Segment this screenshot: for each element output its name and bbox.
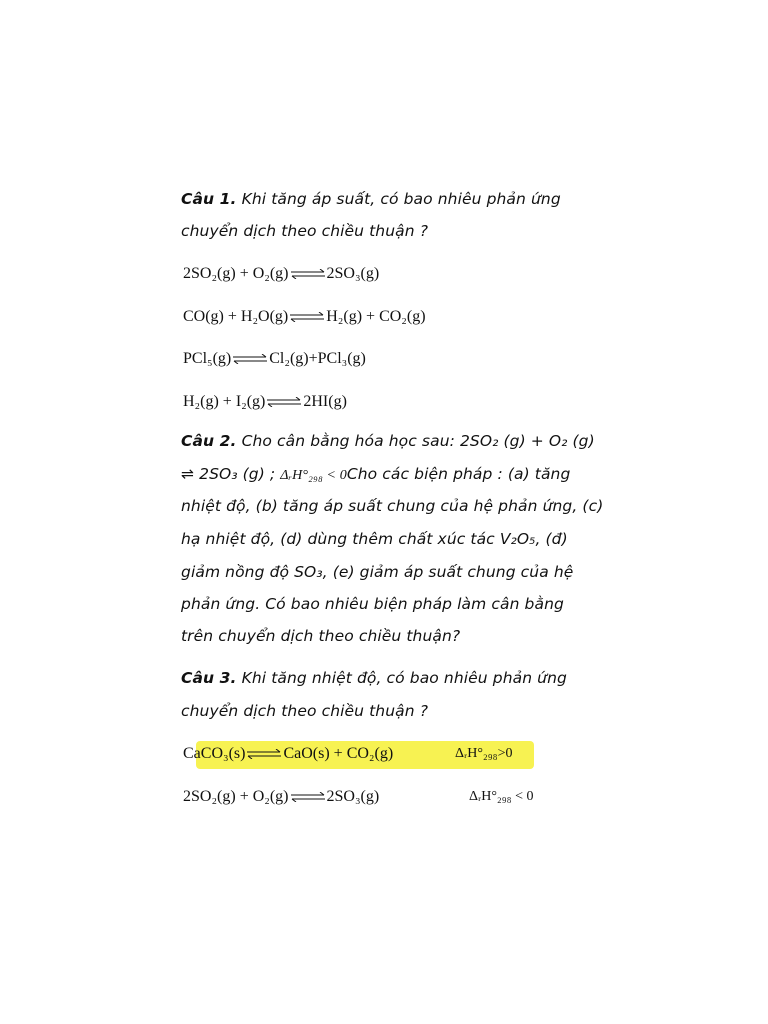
q2-line-5: giảm nồng độ SO₃, (e) giảm áp suất chung của hệ	[181, 563, 574, 581]
q3-label: Câu 3.	[181, 669, 237, 687]
q1-equation-4	[183, 393, 347, 411]
q2-line-2	[181, 465, 570, 484]
equation-products: 2SO₃(g)	[326, 265, 380, 282]
equation-products: Cl₂(g)+PCl₃(g)	[269, 350, 366, 367]
equation-reactants: 2SO₂(g) + O₂(g)	[183, 265, 289, 282]
q2-text-1: Cho cân bằng hóa học sau: 2SO₂ (g) + O₂ (g)	[236, 432, 595, 450]
q1-equation-1	[183, 265, 379, 283]
equilibrium-arrow-icon	[246, 749, 282, 759]
q2-line-4: hạ nhiệt độ, (d) dùng thêm chất xúc tác V₂O₅, (đ)	[181, 530, 568, 548]
q2-enthalpy: ΔᵣH°₂₉₈ < 0	[280, 468, 347, 483]
equation-reactants: H₂(g) + I₂(g)	[183, 393, 266, 410]
equation-reactants: CO(g) + H₂O(g)	[183, 308, 289, 325]
equilibrium-arrow-icon	[232, 354, 268, 364]
equation-products: 2SO₃(g)	[326, 788, 380, 805]
equilibrium-arrow-icon	[266, 397, 302, 407]
equation-reactants: 2SO₂(g) + O₂(g)	[183, 788, 289, 805]
equilibrium-arrow-icon	[290, 792, 326, 802]
q1-label: Câu 1.	[181, 190, 237, 208]
q1-text-1: Khi tăng áp suất, có bao nhiêu phản ứng	[236, 190, 561, 208]
q3-equation-2	[183, 788, 379, 806]
q2-line-3: nhiệt độ, (b) tăng áp suất chung của hệ phản ứng, (c)	[181, 497, 604, 515]
q3-equation-1	[183, 745, 393, 763]
q2-line-1	[181, 432, 595, 450]
q1-line-2: chuyển dịch theo chiều thuận ?	[181, 222, 429, 240]
equilibrium-arrow-icon	[289, 312, 325, 322]
q2-text-2a: ⇌ 2SO₃ (g) ;	[181, 465, 276, 483]
q3-equation-2-enthalpy: ΔᵣH°₂₉₈ < 0	[469, 789, 534, 804]
equilibrium-arrow-icon	[290, 269, 326, 279]
q2-text-2b: Cho các biện pháp : (a) tăng	[346, 465, 571, 483]
equation-products: CaO(s) + CO₂(g)	[283, 745, 394, 762]
q3-line-1	[181, 669, 567, 687]
equation-products: 2HI(g)	[303, 393, 347, 410]
q1-equation-2	[183, 308, 426, 326]
q1-equation-3	[183, 350, 366, 368]
q2-label: Câu 2.	[181, 432, 237, 450]
q2-line-7: trên chuyển dịch theo chiều thuận?	[181, 627, 461, 645]
equation-products: H₂(g) + CO₂(g)	[326, 308, 426, 325]
equation-reactants: PCl₅(g)	[183, 350, 232, 367]
q2-line-6: phản ứng. Có bao nhiêu biện pháp làm cân bằng	[181, 595, 564, 613]
q1-line-1	[181, 190, 561, 208]
q3-text-1: Khi tăng nhiệt độ, có bao nhiêu phản ứng	[236, 669, 567, 687]
equation-reactants: CaCO₃(s)	[183, 745, 246, 762]
q3-line-2: chuyển dịch theo chiều thuận ?	[181, 702, 429, 720]
q3-equation-1-enthalpy: ΔᵣH°₂₉₈>0	[455, 746, 513, 761]
